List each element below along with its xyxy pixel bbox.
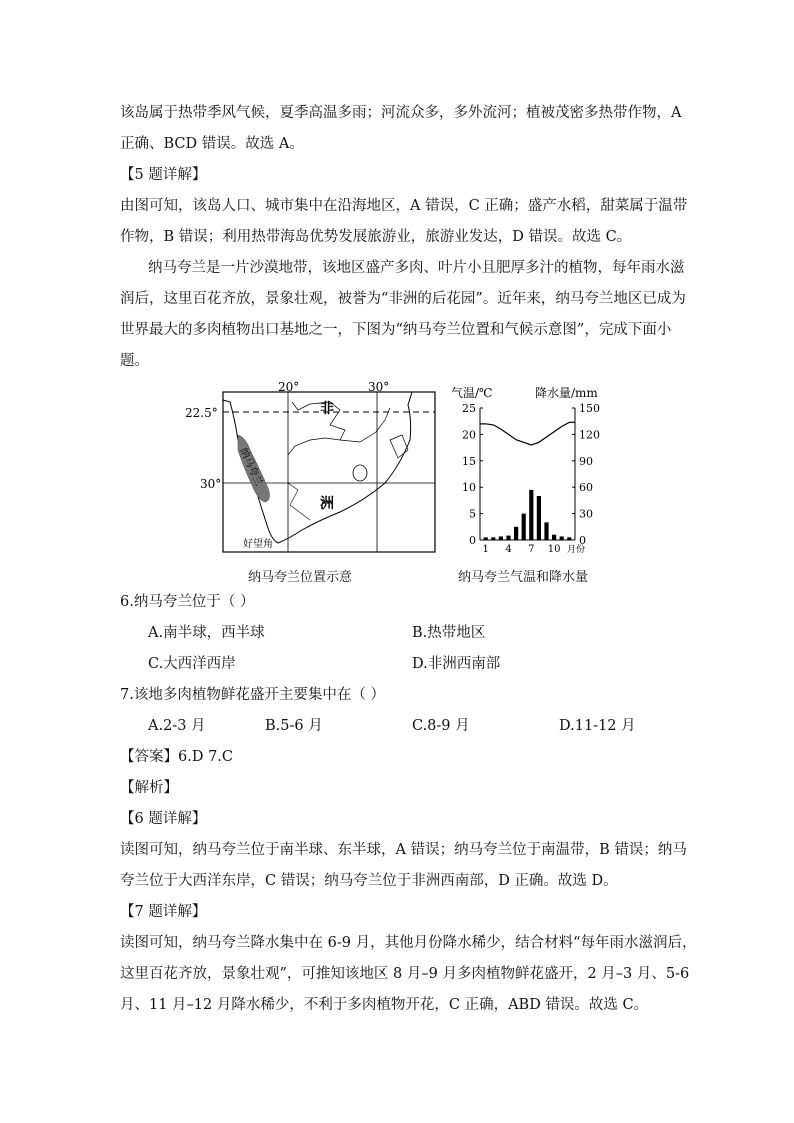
label-zhou: 洲 (320, 496, 334, 512)
precipitation-bar (537, 496, 541, 540)
precipitation-bar (552, 535, 556, 540)
lat-22-label: 22.5° (185, 406, 218, 420)
x-tick-label: 7 (528, 544, 535, 555)
y-right-tick-label: 150 (579, 402, 600, 415)
q6-option-d: D.非洲西南部 (412, 656, 501, 672)
paragraph-line: 月、11 月–12 月降水稀少，不利于多肉植物开花，C 正确，ABD 错误。故选 C。 (120, 997, 649, 1013)
y-left-tick-label: 20 (462, 428, 476, 442)
namaqualand-map (180, 380, 445, 555)
paragraph-line: 题。 (120, 353, 149, 369)
paragraph-line: 由图可知，该岛人口、城市集中在沿海地区，A 错误，C 正确；盛产水稻，甜菜属于温带 (120, 198, 688, 214)
q7-option-c: C.8-9 月 (412, 718, 470, 734)
question-7: 7.该地多肉植物鲜花盛开主要集中在（ ） (120, 687, 385, 703)
paragraph-line: 世界最大的多肉植物出口基地之一，下图为“纳马夸兰位置和气候示意图”，完成下面小 (120, 322, 672, 338)
x-tick-label: 10 (547, 544, 561, 555)
paragraph-line: 夸兰位于大西洋东岸，C 错误；纳马夸兰位于非洲西南部，D 正确。故选 D。 (120, 873, 618, 889)
paragraph-line: 作物，B 错误；利用热带海岛优势发展旅游业，旅游业发达，D 错误。故选 C。 (120, 229, 632, 245)
precipitation-bar (522, 514, 526, 540)
y-left-tick-label: 25 (462, 402, 476, 415)
section-heading-6: 【6 题详解】 (120, 811, 207, 827)
y-left-tick-label: 0 (469, 534, 476, 547)
precipitation-bar (529, 490, 533, 540)
y-right-tick-label: 120 (579, 428, 600, 442)
precipitation-bar (544, 522, 548, 540)
paragraph-line: 这里百花齐放，景象壮观”，可推知该地区 8 月–9 月多肉植物鲜花盛开，2 月–3 月、5-6 (120, 966, 690, 982)
y-right-tick-label: 0 (579, 534, 586, 547)
y-right-tick-label: 60 (579, 481, 593, 495)
question-6: 6.纳马夸兰位于（ ） (120, 594, 255, 610)
region-label: 纳马夸兰 (237, 446, 265, 488)
paragraph-line: 读图可知，纳马夸兰位于南半球、东半球，A 错误；纳马夸兰位于南温带，B 错误；纳马 (120, 842, 687, 858)
paragraph-line: 该岛属于热带季风气候，夏季高温多雨；河流众多，多外流河；植被茂密多热带作物，A (120, 105, 682, 121)
paragraph-line: 读图可知，纳马夸兰降水集中在 6-9 月，其他月份降水稀少，结合材料“每年雨水滋润后， (120, 935, 697, 951)
chart-caption: 纳马夸兰气温和降水量 (458, 570, 589, 585)
q6-option-b: B.热带地区 (412, 625, 486, 641)
precipitation-bar (499, 536, 503, 540)
y-left-label: 气温/℃ (451, 386, 493, 400)
precipitation-bar (560, 536, 564, 540)
paragraph-line: 润后，这里百花齐放，景象壮观，被誉为“非洲的后花园”。近年来，纳马夸兰地区已成为 (120, 291, 686, 307)
island (390, 435, 408, 458)
border (340, 408, 390, 442)
lon-30-label: 30° (368, 380, 390, 394)
analysis-heading: 【解析】 (120, 780, 178, 796)
x-tick-label: 4 (505, 544, 512, 555)
section-heading-7: 【7 题详解】 (120, 904, 207, 920)
lon-20-label: 20° (278, 380, 300, 394)
y-left-tick-label: 15 (462, 454, 476, 468)
label-fei: 非 (320, 401, 334, 417)
q7-option-b: B.5-6 月 (265, 718, 323, 734)
precipitation-bar (514, 527, 518, 540)
q6-option-c: C.大西洋西岸 (148, 656, 236, 672)
cape-label: 好望角 (243, 539, 273, 550)
y-right-tick-label: 90 (579, 454, 593, 468)
q6-option-a: A.南半球，西半球 (148, 625, 265, 641)
paragraph-line: 纳马夸兰是一片沙漠地带，该地区盛产多肉、叶片小且肥厚多汁的植物，每年雨水滋 (148, 260, 685, 276)
x-tick-label: 1 (482, 544, 489, 555)
temperature-line (480, 422, 575, 445)
map-caption: 纳马夸兰位置示意 (248, 570, 353, 585)
y-right-tick-label: 30 (579, 507, 593, 521)
y-left-tick-label: 10 (462, 481, 476, 495)
x-unit-label: 月份 (567, 545, 586, 555)
q7-option-a: A.2-3 月 (148, 718, 206, 734)
precipitation-bar (506, 536, 510, 540)
q7-option-d: D.11-12 月 (559, 718, 636, 734)
lesotho (353, 465, 367, 481)
y-left-tick-label: 5 (469, 507, 476, 521)
paragraph-line: 正确、BCD 错误。故选 A。 (120, 136, 304, 152)
section-heading-5: 【5 题详解】 (120, 167, 207, 183)
climate-chart (445, 380, 615, 560)
border (288, 483, 310, 520)
border (288, 402, 345, 455)
answer-line: 【答案】6.D 7.C (120, 749, 233, 765)
lat-30-label: 30° (200, 477, 222, 491)
y-right-label: 降水量/mm (535, 386, 598, 400)
